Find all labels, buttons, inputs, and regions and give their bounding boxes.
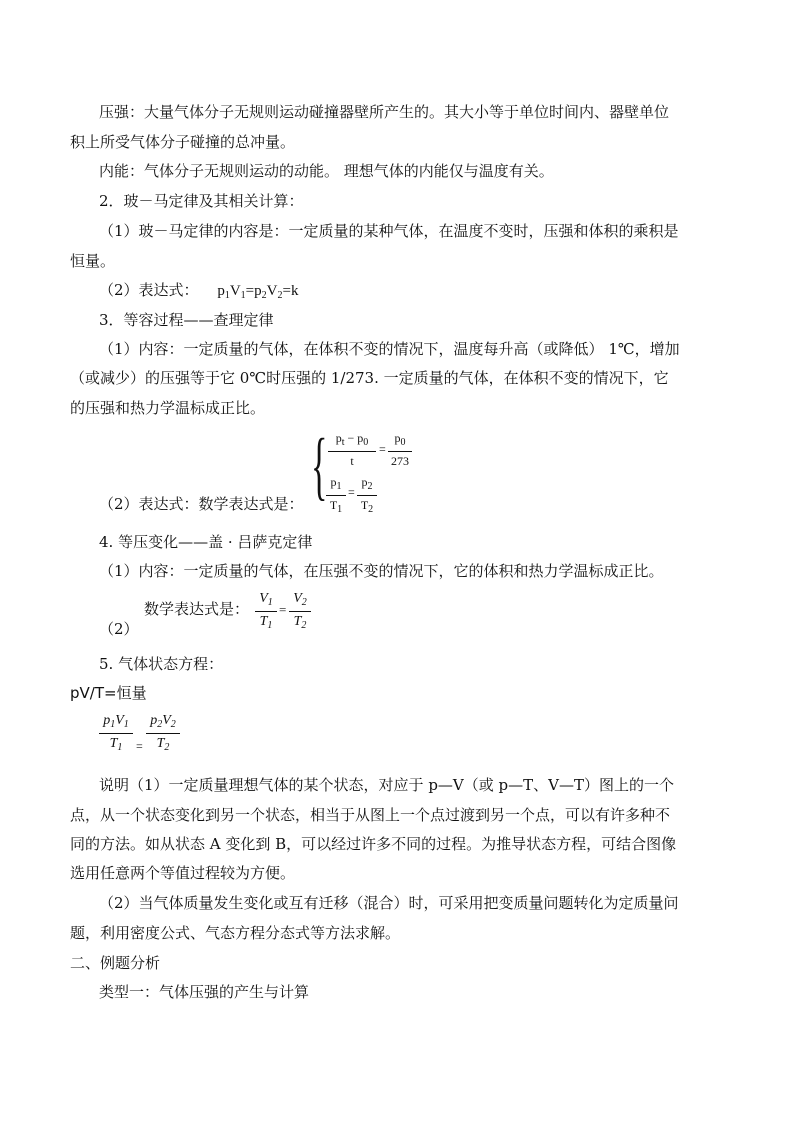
- section-heading: 5. 气体状态方程：: [99, 655, 224, 673]
- boyle-formula: $p_1V_1=p_2V_2=k$: [217, 283, 299, 301]
- text-line: 类型一：气体压强的产生与计算: [99, 983, 310, 1001]
- text-line: （2）: [99, 620, 139, 638]
- section-heading: 2．玻－马定律及其相关计算：: [99, 192, 304, 210]
- charles-fraction-1-right: $p_0$ 273: [388, 432, 412, 467]
- text-line: 恒量。: [70, 252, 116, 270]
- text-line: 积上所受气体分子碰撞的总冲量。: [70, 133, 296, 151]
- text-line: （2）表达式：数学表达式是：: [99, 495, 304, 513]
- state-fraction-left: $p_1V_1$ $T_1$: [99, 714, 133, 753]
- text-line: 压强：大量气体分子无规则运动碰撞器壁所产生的。其大小等于单位时间内、器壁单位: [99, 103, 670, 121]
- text-line: （1）内容：一定质量的气体，在压强不变的情况下，它的体积和热力学温标成正比。: [99, 562, 664, 580]
- brace: {: [311, 424, 328, 508]
- text-line: （2）当气体质量发生变化或互有迁移（混合）时，可采用把变质量问题转化为定质量问: [99, 894, 679, 912]
- text-line: 说明（1）一定质量理想气体的某个状态，对应于 p—V（或 p—T、V—T）图上的一个: [99, 776, 674, 794]
- equals-sign: =: [279, 602, 287, 617]
- text-line: 同的方法。如从状态 A 变化到 B，可以经过许多不同的过程。为推导状态方程，可结合图像: [70, 835, 677, 853]
- text-line: 数学表达式是：: [144, 600, 250, 618]
- text-line: pV/T=恒量: [70, 684, 147, 702]
- section-heading: 二、例题分析: [70, 954, 161, 972]
- text-line: （1）玻－马定律的内容是：一定质量的某种气体，在温度不变时，压强和体积的乘积是: [99, 222, 679, 240]
- equals-sign: =: [136, 739, 143, 753]
- charles-fraction-1: $p_t - p_0$ t: [328, 432, 376, 467]
- section-heading: 3．等容过程——查理定律: [99, 311, 274, 329]
- text-line: 选用任意两个等值过程较为方便。: [70, 864, 296, 882]
- text-line: 的压强和热力学温标成正比。: [70, 399, 266, 417]
- equals-sign: =: [379, 442, 386, 456]
- text-line: [99, 283, 298, 301]
- expression-label: （2）表达式：: [99, 281, 199, 299]
- text-line: 内能：气体分子无规则运动的动能。 理想气体的内能仅与温度有关。: [99, 162, 554, 180]
- charles-fraction-2: $p_1$ $T_1$: [326, 476, 346, 515]
- state-fraction-right: $p_2V_2$ $T_2$: [146, 714, 180, 753]
- text-line: （1）内容：一定质量的气体，在体积不变的情况下，温度每升高（或降低） 1℃，增加: [99, 340, 680, 358]
- text-line: 点，从一个状态变化到另一个状态，相当于从图上一个点过渡到另一个点，可以有许多种不: [70, 806, 671, 824]
- gaylussac-fraction-left: $V_1$ $T_1$: [255, 592, 277, 631]
- gaylussac-fraction-right: $V_2$ $T_2$: [289, 592, 311, 631]
- text-line: 题，利用密度公式、气态方程分态式等方法求解。: [70, 924, 401, 942]
- charles-fraction-2-right: $p_2$ $T_2$: [357, 476, 377, 515]
- equals-sign: =: [348, 485, 355, 499]
- section-heading: 4. 等压变化——盖 · 吕萨克定律: [99, 533, 313, 551]
- text-line: （或减少）的压强等于它 0℃时压强的 1/273. 一定质量的气体，在体积不变的情况下，它: [70, 369, 669, 387]
